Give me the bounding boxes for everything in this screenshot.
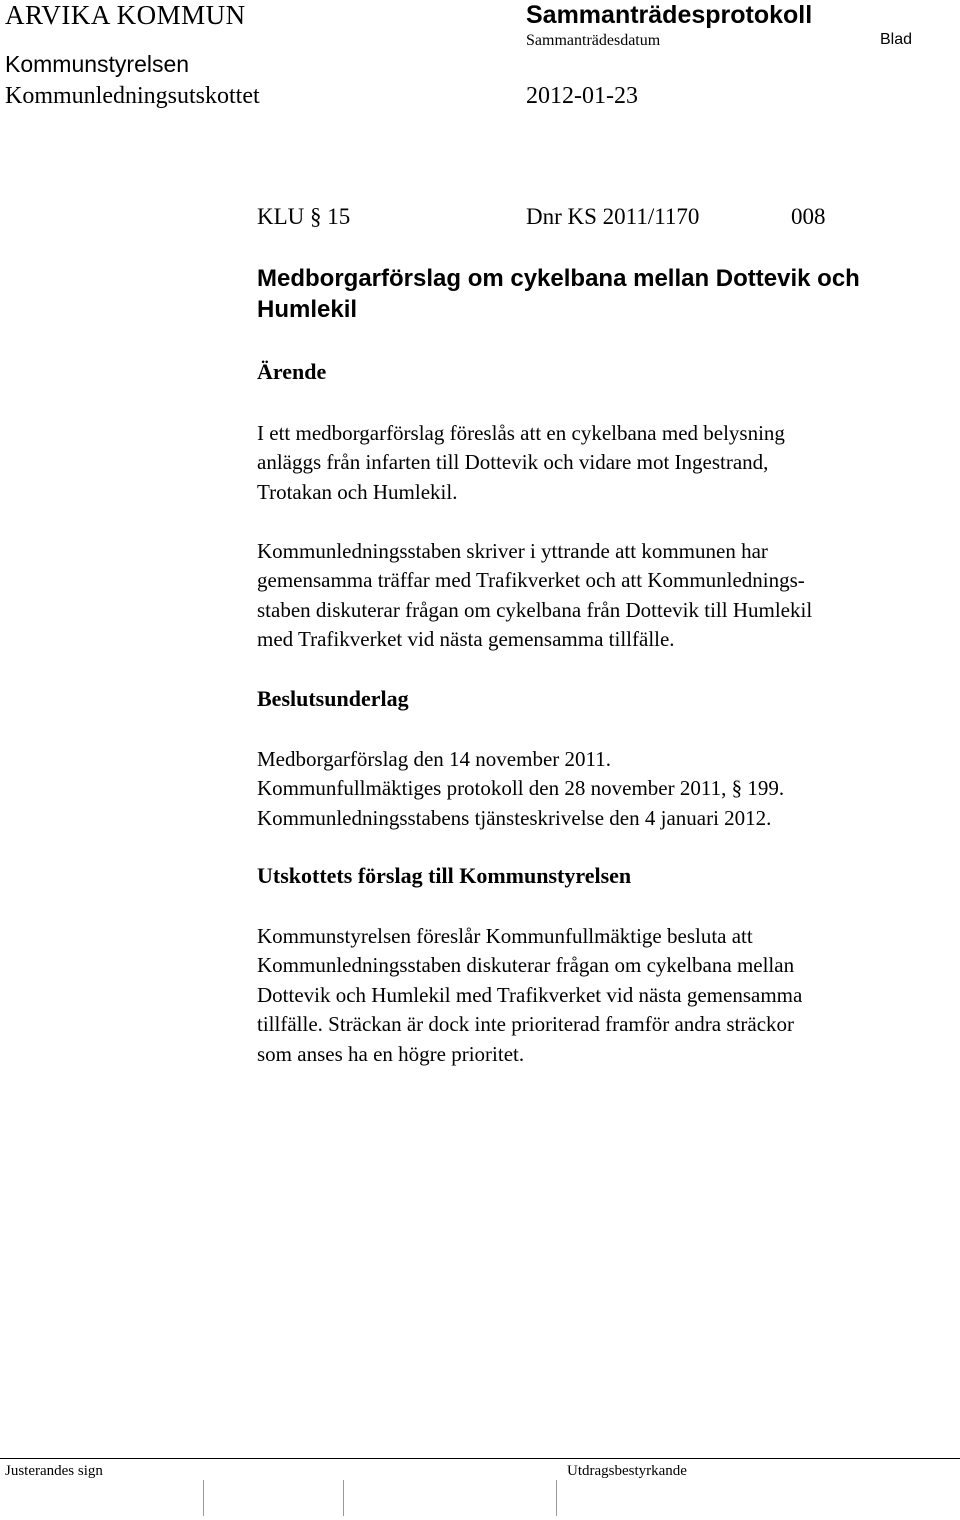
forslag-paragraph [257,922,947,1069]
text-line: tillfälle. Sträckan är dock inte prioriterad framför andra sträckor [257,1012,795,1037]
case-paragraph: KLU § 15 [257,204,351,229]
section-heading-arende: Ärende [257,359,327,384]
meeting-date-label: Sammanträdesdatum [526,32,661,49]
text-line: I ett medborgarförslag föreslås att en cykelbana med belysning [257,421,785,445]
text-line: Kommunstyrelsen föreslår Kommunfullmäktige besluta att [257,924,753,948]
text-line: Trotakan och Humlekil. [257,479,458,504]
signature-box-divider [203,1480,204,1516]
case-code: 008 [791,204,826,229]
text-line: som anses ha en högre prioritet. [257,1041,525,1066]
organization-name: ARVIKA KOMMUN [5,0,246,30]
case-title: Medborgarförslag om cykelbana mellan Dottevik och Humlekil [257,265,860,323]
footer-divider [0,1458,960,1459]
beslutsunderlag-list [257,745,947,833]
list-item: Kommunfullmäktiges protokoll den 28 november 2011, § 199. [257,776,785,801]
board-name: Kommunstyrelsen [5,51,190,77]
committee-name: Kommunledningsutskottet [5,83,260,109]
meeting-date: 2012-01-23 [526,83,638,109]
text-line: gemensamma träffar med Trafikverket och att Kommunlednings- [257,568,805,593]
text-line: Kommunledningsstaben diskuterar frågan om cykelbana mellan [257,953,795,978]
signatures-label: Justerandes sign [5,1463,103,1479]
certification-label: Utdragsbestyrkande [567,1463,687,1479]
diary-number: Dnr KS 2011/1170 [526,204,700,229]
signature-box-divider [556,1480,557,1516]
text-line: staben diskuterar frågan om cykelbana från Dottevik till Humlekil [257,597,813,622]
section-heading-beslutsunderlag: Beslutsunderlag [257,686,409,711]
list-item: Medborgarförslag den 14 november 2011. [257,747,611,771]
text-line: med Trafikverket vid nästa gemensamma tillfälle. [257,627,675,652]
arende-paragraph-2 [257,537,947,655]
arende-paragraph-1 [257,419,947,507]
text-line: Dottevik och Humlekil med Trafikverket vid nästa gemensamma [257,982,803,1007]
text-line: Kommunledningsstaben skriver i yttrande att kommunen har [257,539,768,563]
text-line: anläggs från infarten till Dottevik och vidare mot Ingestrand, [257,450,769,475]
section-heading-forslag: Utskottets förslag till Kommunstyrelsen [257,863,632,888]
list-item: Kommunledningsstabens tjänsteskrivelse den 4 januari 2012. [257,805,772,830]
page-label: Blad [880,31,913,48]
document-type: Sammanträdesprotokoll [526,1,813,29]
signature-box-divider [343,1480,344,1516]
